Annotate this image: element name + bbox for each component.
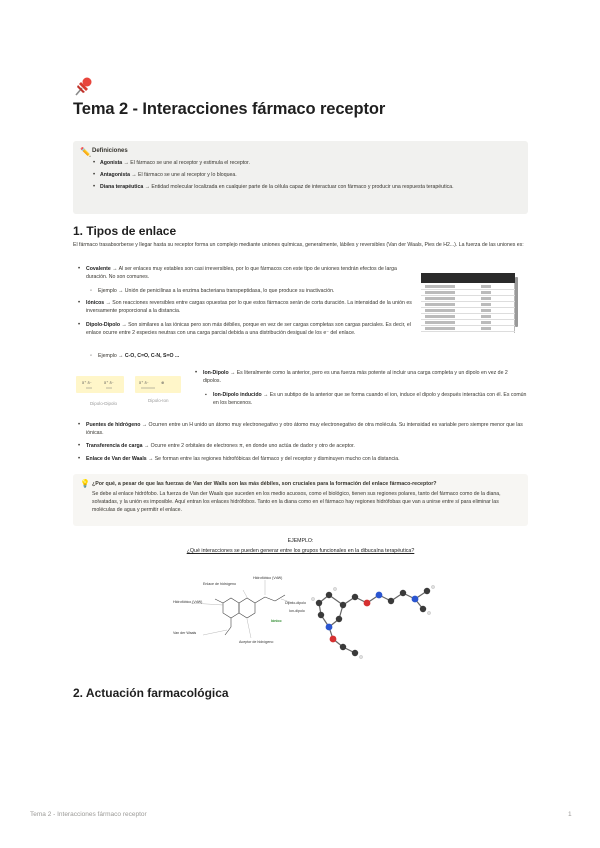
figure-title: EJEMPLO: [287,538,314,544]
definitions-title: Definiciones [92,148,128,154]
pencil-icon: ✏️ [80,147,92,157]
svg-text:δ⁺ δ⁻: δ⁺ δ⁻ [104,380,114,385]
list-item-ionicos: • Iónicos → Son reacciones reversibles entre cargas opuestas por lo que estos fármacos serán de corta duración. La intensidad de la unión es inversamente proporcional a la distancia. [78,300,412,315]
list-item-dipolo: • Dipolo-Dipolo → Son similares a las iónicas pero son más débiles, porque en vez de ser cargas completas son cargas parciales. Es decir, el enlace ocurre entre 2 especies neutras con una carga parcial debida a una distribución desigual de los e⁻ del enlace. [78,322,412,337]
list-item-ion-dipolo: • Ion-Dipolo → Es literalmente como la anterior, pero es una fuerza más potente al incluir una carga completa y un dipolo en vez de 2 dipolos. [195,370,527,385]
figure-label: Hidrofóbico (VdW) [253,576,283,580]
footer-title: Tema 2 - Interacciones fármaco receptor [30,811,147,818]
figure-label: Hidrofóbico (VdW) [173,600,203,604]
question-title: ¿Por qué, a pesar de que las fuerzas de Van der Walls son las más débiles, son cruciales para la formación del enlace fármaco-receptor? [92,481,437,487]
list-item-covalente: • Covalente → Al ser enlaces muy estables son casi irreversibles, por lo que fármacos con este tipo de uniones tendrán efectos de larga duración. No son comunes. [78,266,400,281]
section-intro: El fármaco trasabsorberse y llegar hasta su receptor forma un complejo mediante uniones químicas, generalmente, lábiles y reversibles (Van der Waals, Pies de H2...). La fuerza de las uniones es: [73,242,524,248]
question-callout [73,474,528,526]
question-body: Se debe al enlace hidrófobo. La fuerza de Van der Waals que suceden en los medio acuosos, como el biológico, tienen sus regiones polares, tanto del fármaco como de la diana, solvatadas, y la unión es imposible. Aquí entran los enlaces hidrófobos. Tanto en la diana como en el fármaco hay regiones hidrófobas que van a unirse entre sí para eliminar las moléculas de agua y permitir el enlace. [92,491,501,513]
definition-item: • Antagonista → El fármaco se une al receptor y lo bloquea. [93,171,513,179]
page-title: Tema 2 - Interacciones fármaco receptor [73,100,386,118]
footer-page-number: 1 [568,811,572,818]
section-heading-actuacion: 2. Actuación farmacológica [73,686,229,700]
figure-label: Ion-dipolo [289,609,305,613]
diagram-caption: Dipolo-Ion [148,398,169,403]
svg-text:⊕: ⊕ [161,380,165,385]
dipolo-dipolo-diagram [76,376,124,393]
svg-text:δ⁺ δ⁻: δ⁺ δ⁻ [82,380,92,385]
svg-text:δ⁺ δ⁻: δ⁺ δ⁻ [139,380,149,385]
definition-item: • Agonista → El fármaco se une al receptor y estimula el receptor. [93,159,513,167]
figure-question: ¿Qué interacciones se pueden generar entre los grupos funcionales en la dibucaína terapéutica? [186,548,415,554]
figure-label: Enlace de hidrógeno [203,582,236,586]
figure-label: Aceptor de hidrógeno [239,640,274,644]
figure-label: Dipolo-dipolo [285,601,306,605]
list-item-dipolo-example: ◦ Ejemplo → C-O, C=O, C-N, S=O ... [90,353,290,361]
molecule-diagram [143,535,458,660]
list-item-ion-dipolo-inducido: ▪ Ion-Dipolo inducido → Es un subtipo de la anterior que se forma cuando el ion, induce el dipolo y después interactúa con él. Es común en los bencenos. [205,392,527,407]
list-item-van-der-waals: • Enlace de Van der Waals → Se forman entre las regiones hidrofóbicas del fármaco y del receptor y disminuyen mucho con la distancia. [78,456,528,464]
figure-label: Iónico [271,619,282,623]
dibucaina-figure [143,535,458,660]
list-item-transferencia: • Transferencia de carga → Ocurre entre 2 orbitales de electrones π, en donde uno actúa de dador y otro de aceptor. [78,443,528,451]
section-heading-tipos-enlace: 1. Tipos de enlace [73,224,177,238]
lightbulb-icon: 💡 [80,479,90,488]
list-item-puentes-h: • Puentes de hidrógeno → Ocurren entre un H unido un átomo muy electronegativo y otro átomo muy electronegativo de otra molécula. Su intensidad es variable pero siempre menor que las iónicas. [78,422,528,437]
dipolo-ion-diagram [135,376,181,393]
pushpin-icon [72,76,94,98]
list-item-covalente-example: ◦ Ejemplo → Unión de penicilinas a la enzima bacteriana transpeptidasa, lo que produce su inactivación. [90,288,402,296]
definitions-list [93,159,513,195]
figure-label: Van der Waals [173,631,197,635]
definition-item: • Diana terapéutica → Entidad molecular localizada en cualquier parte de la célula capaz de interactuar con fármaco y producir una respuesta terapéutica. [93,183,513,191]
diagram-caption: Dipolo-Dipolo [90,401,118,406]
definitions-callout [73,141,528,214]
enlace-energy-table-image [421,273,515,333]
